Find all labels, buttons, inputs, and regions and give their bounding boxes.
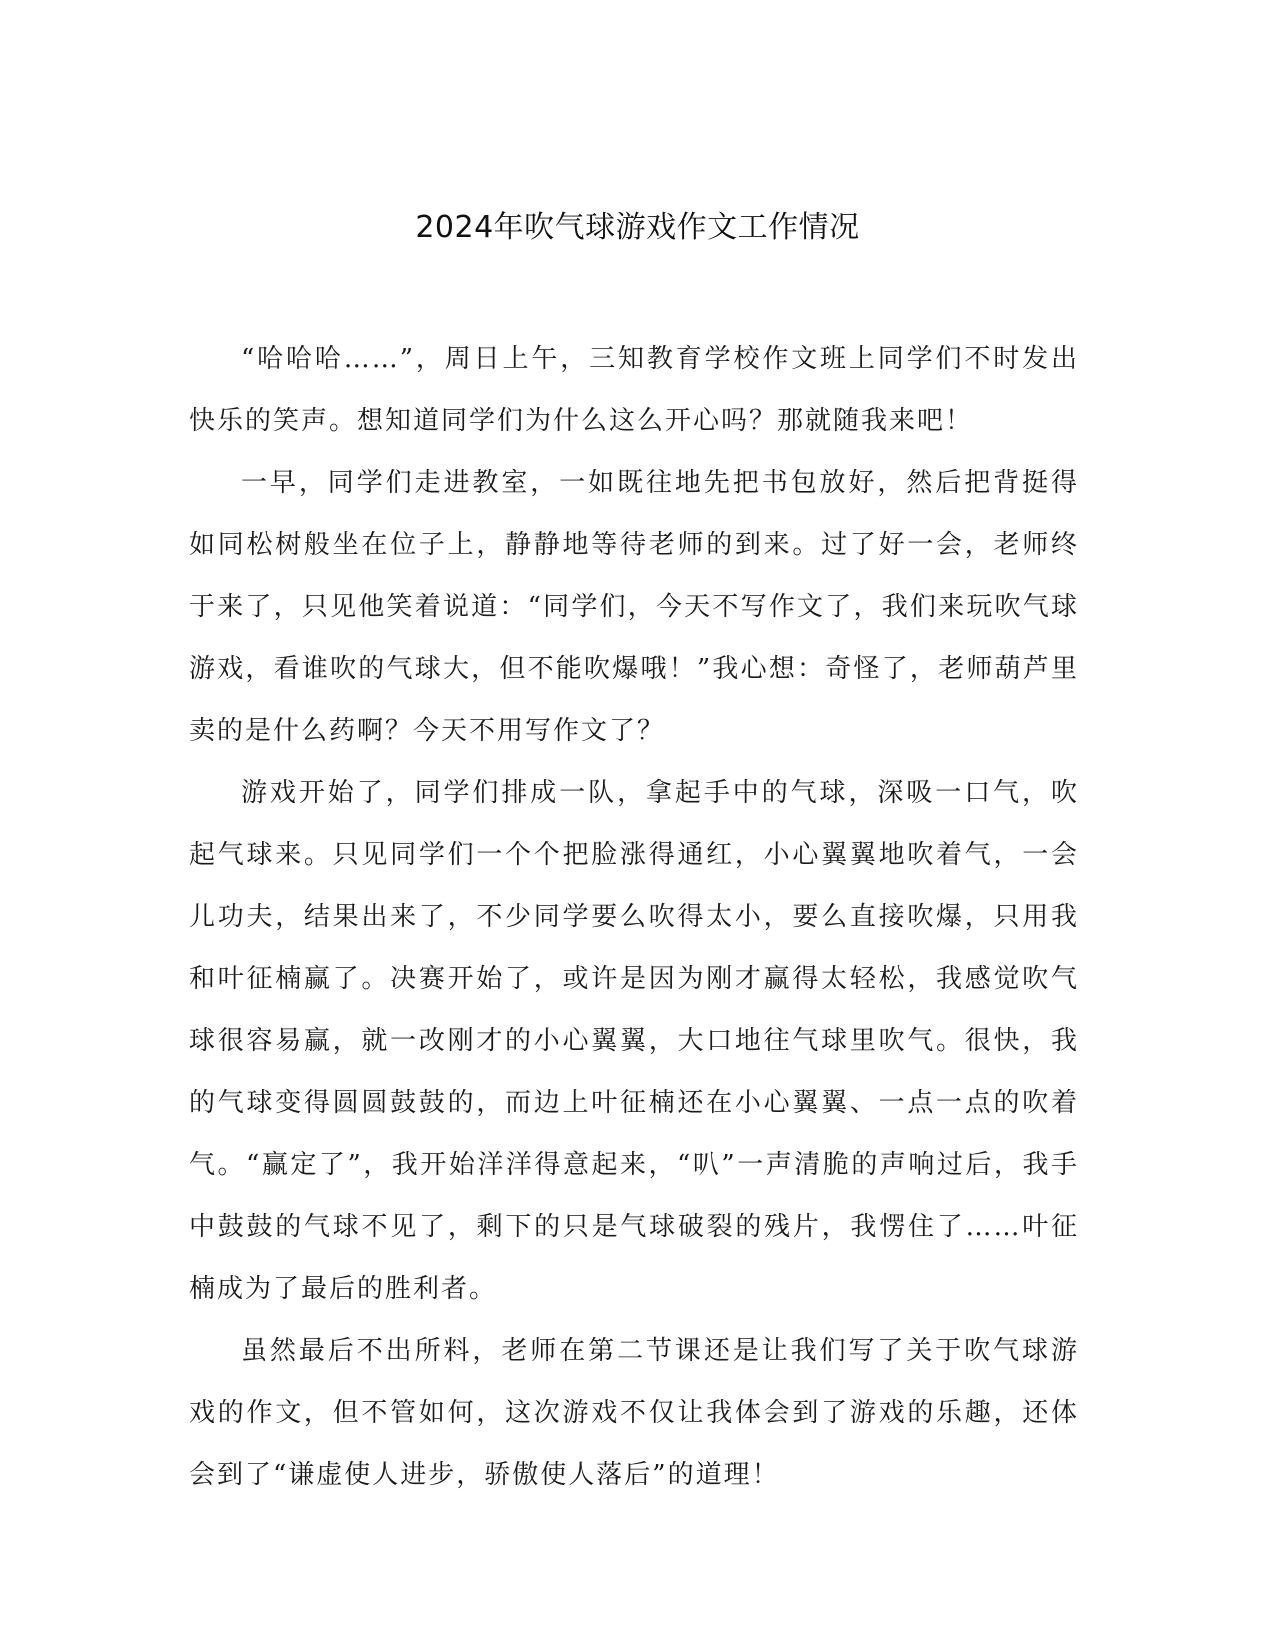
document-title: 2024年吹气球游戏作文工作情况 <box>415 210 860 245</box>
paragraph-classroom: 一早，同学们走进教室，一如既往地先把书包放好，然后把背挺得如同松树般坐在位子上，静静地等待老师的到来。过了好一会，老师终于来了，只见他笑着说道：“同学们，今天不写作文了，我们来玩吹气球游戏，看谁吹的气球大，但不能吹爆哦！”我心想：奇怪了，老师葫芦里卖的是什么药啊？今天不用写作文了？ <box>189 468 1079 746</box>
document-body <box>189 328 1079 1506</box>
paragraph-conclusion: 虽然最后不出所料，老师在第二节课还是让我们写了关于吹气球游戏的作文，但不管如何，这次游戏不仅让我体会到了游戏的乐趣，还体会到了“谦虚使人进步，骄傲使人落后”的道理！ <box>189 1336 1079 1490</box>
paragraph-intro: “哈哈哈……”，周日上午，三知教育学校作文班上同学们不时发出快乐的笑声。想知道同学们为什么这么开心吗？那就随我来吧！ <box>189 344 1079 436</box>
paragraph-game: 游戏开始了，同学们排成一队，拿起手中的气球，深吸一口气，吹起气球来。只见同学们一个个把脸涨得通红，小心翼翼地吹着气，一会儿功夫，结果出来了，不少同学要么吹得太小，要么直接吹爆，只用我和叶征楠赢了。决赛开始了，或许是因为刚才赢得太轻松，我感觉吹气球很容易赢，就一改刚才的小心翼翼，大口地往气球里吹气。很快，我的气球变得圆圆鼓鼓的，而边上叶征楠还在小心翼翼、一点一点的吹着气。“赢定了”，我开始洋洋得意起来，“叭”一声清脆的声响过后，我手中鼓鼓的气球不见了，剩下的只是气球破裂的残片，我愣住了……叶征楠成为了最后的胜利者。 <box>189 778 1079 1304</box>
